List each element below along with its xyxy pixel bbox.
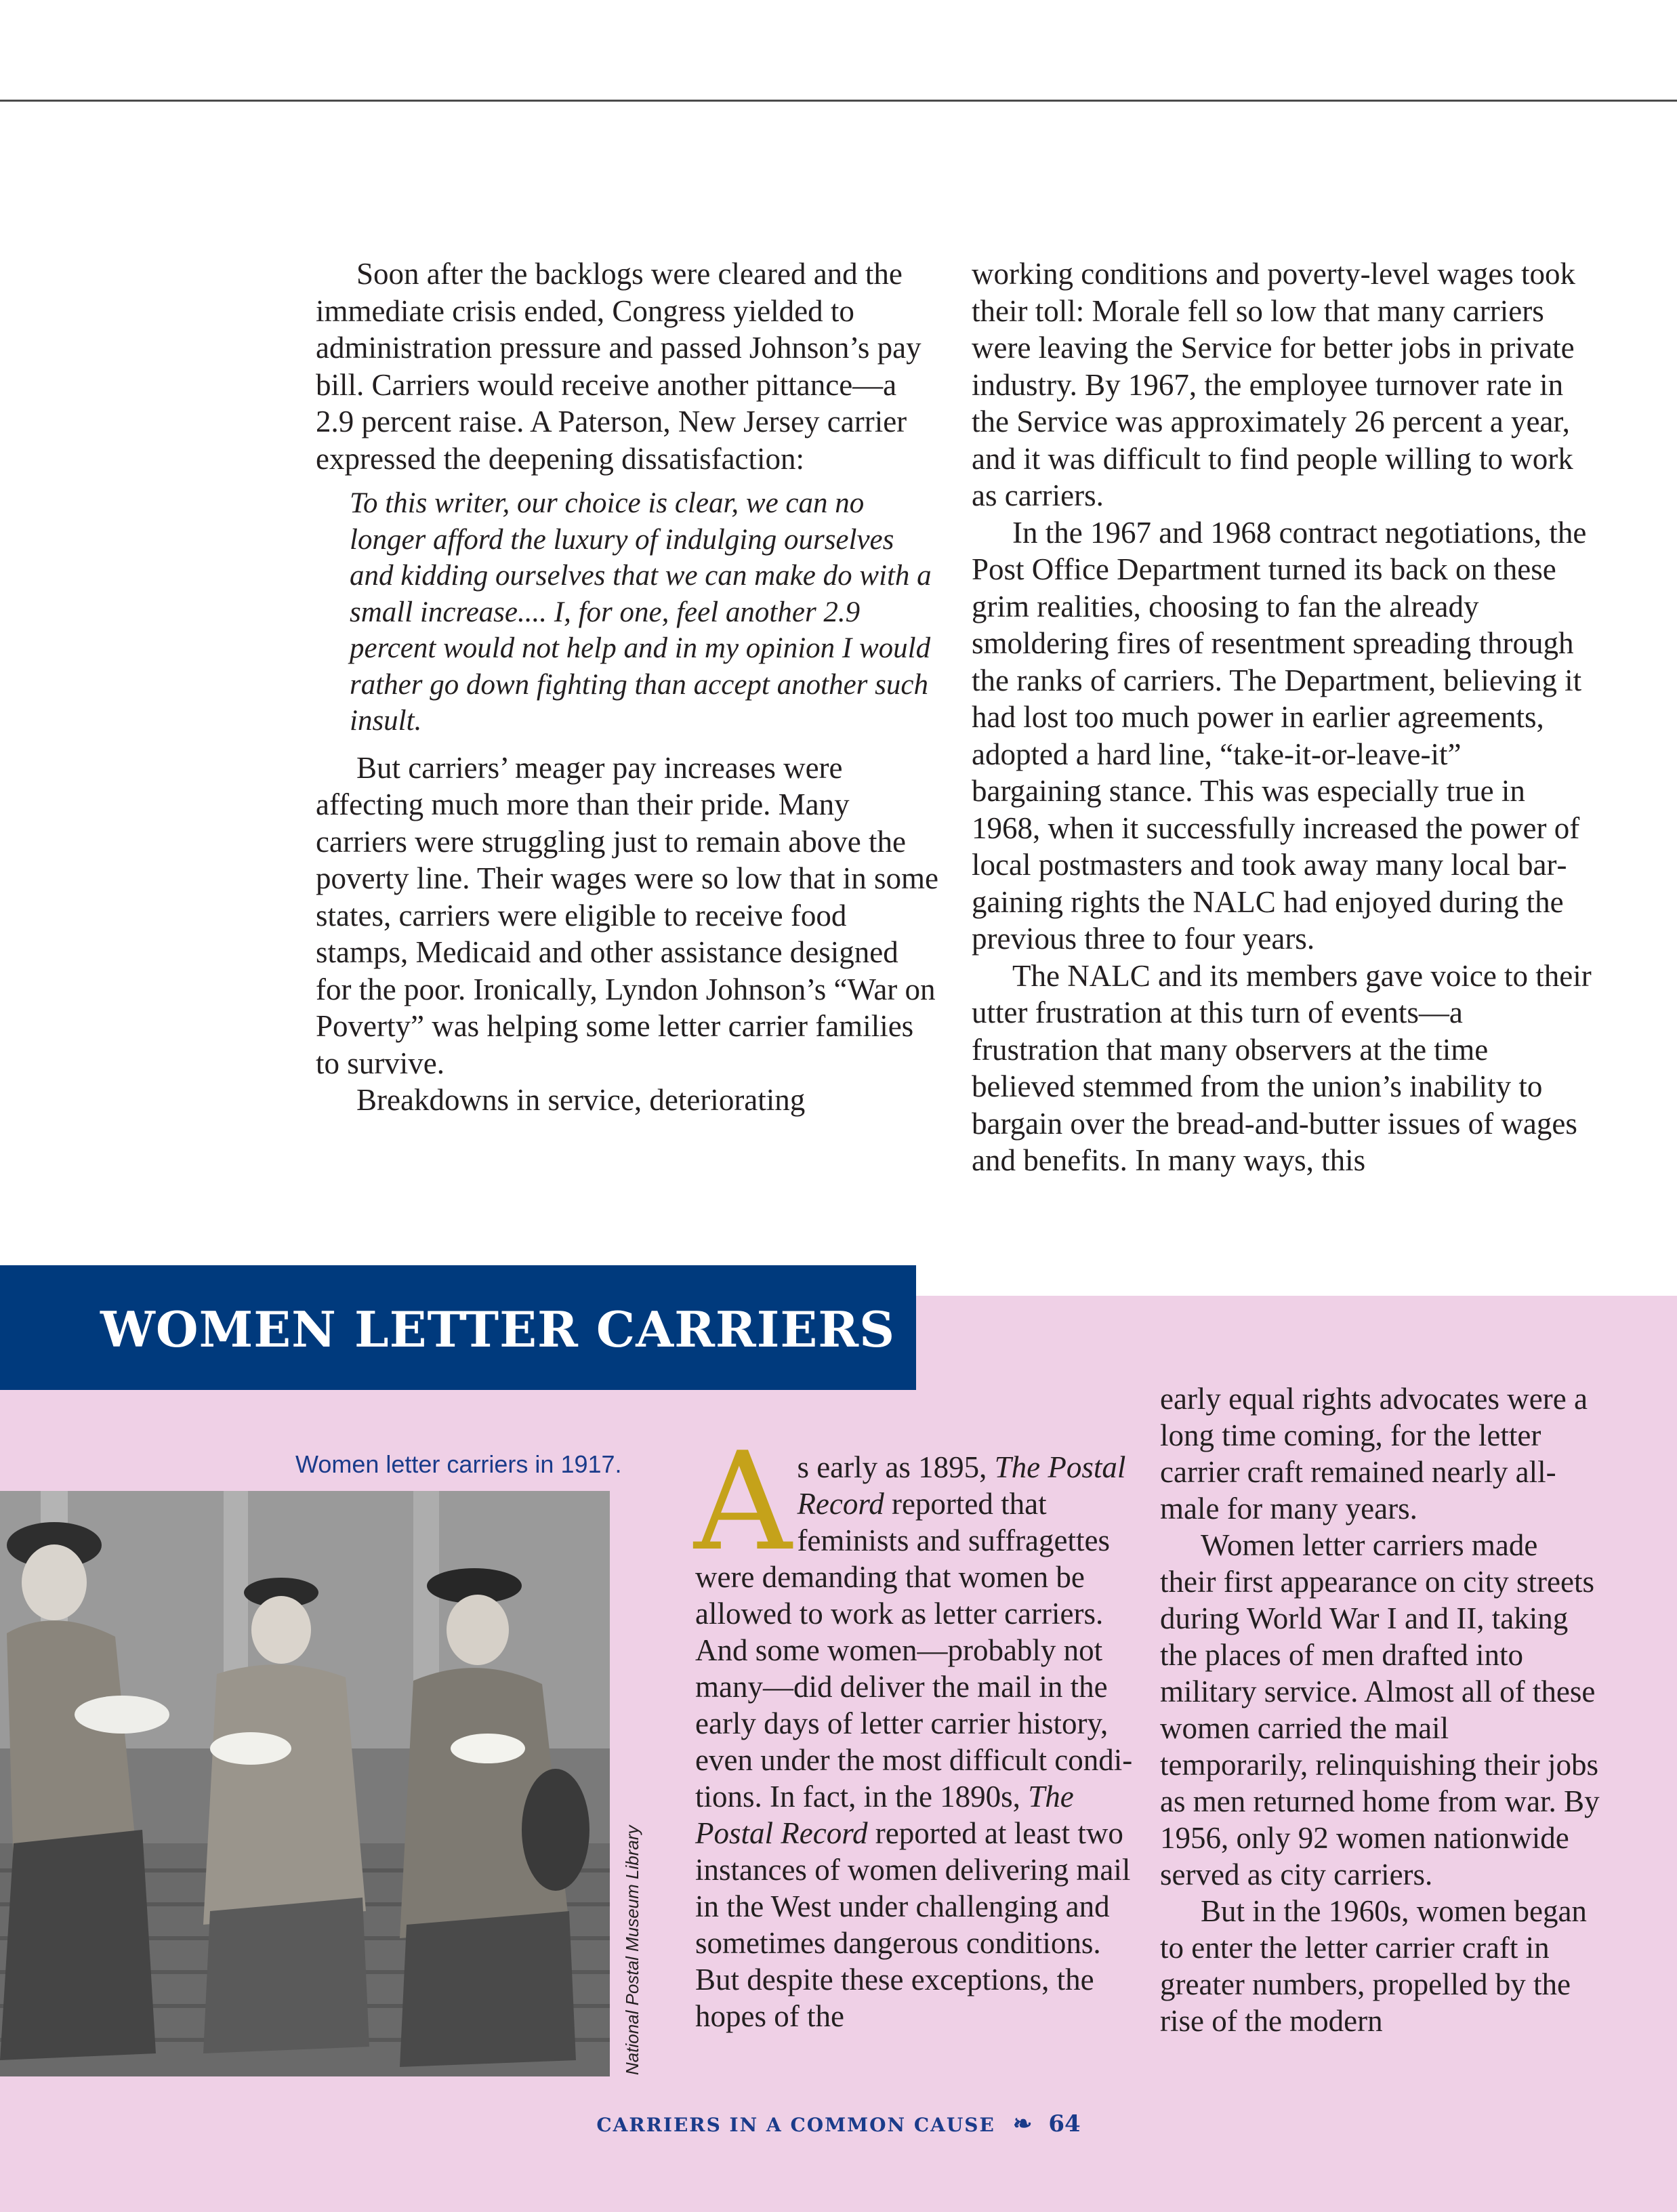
main-column-right bbox=[972, 255, 1595, 1179]
main-column-left bbox=[316, 255, 939, 1119]
text-run: reported that feminists and suffragettes were demanding that women be allowed to work as letter carriers. And some women—probably not many—did deliver the mail in the early days of letter carrier history, even under the most difficult conditions. In fact, in the 1890s, bbox=[695, 1487, 1133, 1814]
book-title: CARRIERS IN A COMMON CAUSE bbox=[596, 2114, 995, 2136]
photo-caption: Women letter carriers in 1917. bbox=[295, 1450, 622, 1478]
sidebar-title: WOMEN LETTER CARRIERS bbox=[100, 1300, 896, 1358]
paragraph: In the 1967 and 1968 contract negotiations, the Post Office Department turned its back on these grim realities, choosing to fan the already smoldering fires of resentment spreading through the ranks of carriers. The Department, believing it had lost too much power in earlier agreements, adopted a hard line, “take-it-or-leave-it” bargaining stance. This was especially true in 1968, when it successfully increased the power of local postmasters and took away many local bargaining rights the NALC had enjoyed during the previous three to four years. bbox=[972, 515, 1587, 956]
photo-illustration bbox=[0, 1491, 610, 2076]
block-quote: To this writer, our choice is clear, we can no longer afford the luxury of indulging ourselves and kidding ourselves that we can make do with a small increase.... I, for one, feel another 2.9 percent would not help and in my opinion I would rather go down fighting than accept another such insult. bbox=[350, 487, 932, 737]
paragraph: early equal rights advocates were a long time coming, for the letter carrier craft remained nearly all-male for many years. bbox=[1160, 1382, 1588, 1525]
text-run: s early as 1895, bbox=[797, 1450, 995, 1484]
publication-title: The Postal Record bbox=[797, 1450, 1126, 1521]
drop-cap: A bbox=[694, 1423, 792, 1581]
sidebar-column-middle bbox=[694, 1423, 1136, 2034]
paragraph: Soon after the backlogs were cleared and the immediate crisis ended, Congress yielded to administration pressure and passed Johnson’s pay bill. Carriers would receive another pittance—a 2.9 percent raise. A Paterson, New Jersey carrier expressed the deepening dissatisfaction: bbox=[316, 257, 922, 476]
sidebar-column-right bbox=[1160, 1380, 1600, 2039]
paragraph: But carriers’ meager pay increases were affecting much more than their pride. Many carriers were struggling just to remain above the poverty line. Their wages were so low that in some states, carriers were eligible to receive food stamps, Medicaid and other assistance designed for the poor. Ironically, Lyndon Johnson’s “War on Poverty” was helping some letter carrier families to survive. bbox=[316, 750, 938, 1080]
paragraph: The NALC and its members gave voice to their utter frustration at this turn of events—a frustration that many observers at the time believed stemmed from the union’s inability to bargain over the bread-and-butter issues of wages and benefits. In many ways, this bbox=[972, 958, 1592, 1177]
historical-photo bbox=[0, 1491, 610, 2076]
publication-title: The Postal Record bbox=[695, 1780, 1074, 1850]
paragraph: But in the 1960s, women began to enter the letter carrier craft in greater numbers, propelled by the rise of the modern bbox=[1160, 1894, 1587, 2038]
top-rule bbox=[0, 100, 1677, 102]
page-number: 64 bbox=[1048, 2110, 1081, 2137]
text-run: reported at least two instances of women delivering mail in the West under challenging and sometimes dangerous conditions. But despite these exceptions, the hopes of the bbox=[695, 1816, 1131, 2033]
paragraph: working conditions and poverty-level wages took their toll: Morale fell so low that many carriers were leaving the Service for better jobs in private industry. By 1967, the employee turnover rate in the Service was approximately 26 percent a year, and it was difficult to find people willing to work as carriers. bbox=[972, 257, 1576, 512]
photo-credit: National Postal Museum Library bbox=[622, 1825, 642, 2075]
leaf-ornament-icon: ❧ bbox=[1012, 2110, 1034, 2137]
paragraph: Breakdowns in service, deteriorating bbox=[356, 1083, 806, 1117]
paragraph: Women letter carriers made their first appearance on city streets during World War I and II, taking the places of men drafted into military service. Almost all of these women carried the mail temporarily, relinquishing their jobs as men returned home from war. By 1956, only 92 women nationwide served as city carriers. bbox=[1160, 1528, 1600, 1891]
paragraph bbox=[694, 1423, 1136, 2034]
page-footer bbox=[0, 2110, 1677, 2137]
